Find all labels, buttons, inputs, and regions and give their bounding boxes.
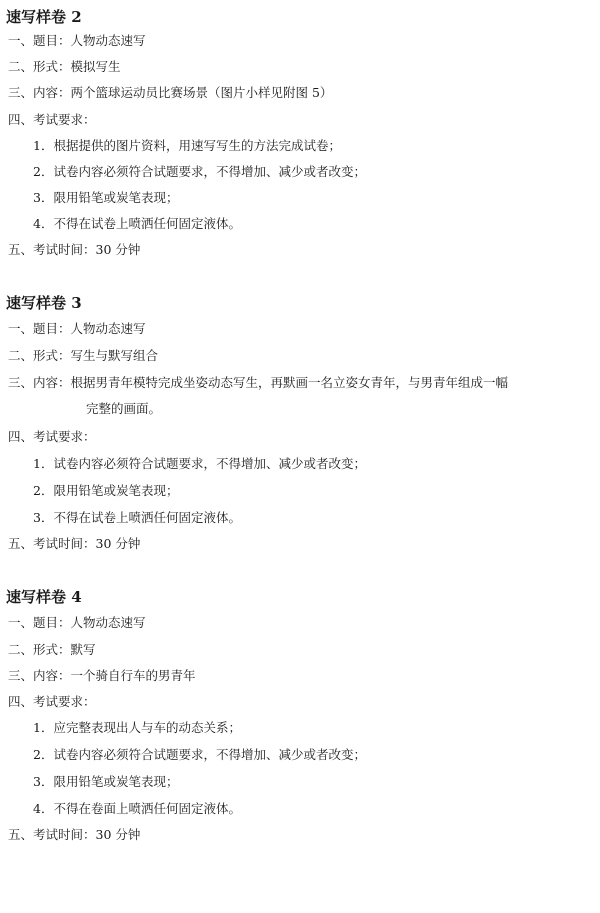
paper-4-requirement-4: 4．不得在卷面上喷洒任何固定液体。 [33,801,241,816]
paper-4-requirement-3: 3．限用铅笔或炭笔表现； [33,774,179,789]
paper-2-line-form: 二、形式：模拟写生 [8,59,121,74]
paper-2-requirement-3: 3．限用铅笔或炭笔表现； [33,190,179,205]
paper-2-line-time: 五、考试时间：30 分钟 [8,242,141,257]
paper-4-line-requirements: 四、考试要求： [8,694,96,709]
paper-4-line-form: 二、形式：默写 [8,642,96,657]
paper-2-requirement-2: 2．试卷内容必须符合试题要求，不得增加、减少或者改变； [33,164,366,179]
paper-4-line-content: 三、内容：一个骑自行车的男青年 [8,668,196,683]
paper-4-line-time: 五、考试时间：30 分钟 [8,827,141,842]
paper-3-line-content-cont: 完整的画面。 [86,401,162,416]
paper-4-line-topic: 一、题目：人物动态速写 [8,615,146,630]
paper-3-line-topic: 一、题目：人物动态速写 [8,321,146,336]
paper-2-title: 速写样卷 2 [6,8,82,26]
paper-3-title: 速写样卷 3 [6,294,82,312]
paper-2-line-requirements: 四、考试要求： [8,112,96,127]
paper-3-line-time: 五、考试时间：30 分钟 [8,536,141,551]
paper-2-requirement-1: 1．根据提供的图片资料，用速写写生的方法完成试卷； [33,138,341,153]
paper-2-requirement-4: 4．不得在试卷上喷洒任何固定液体。 [33,216,241,231]
paper-3-requirement-3: 3．不得在试卷上喷洒任何固定液体。 [33,510,241,525]
paper-3-requirement-2: 2．限用铅笔或炭笔表现； [33,483,179,498]
paper-2-line-content: 三、内容：两个篮球运动员比赛场景（图片小样见附图 5） [8,85,333,100]
paper-4-requirement-1: 1．应完整表现出人与车的动态关系； [33,720,241,735]
paper-2-line-topic: 一、题目：人物动态速写 [8,33,146,48]
paper-4-requirement-2: 2．试卷内容必须符合试题要求，不得增加、减少或者改变； [33,747,366,762]
paper-3-line-content: 三、内容：根据男青年模特完成坐姿动态写生，再默画一名立姿女青年，与男青年组成一幅 [8,375,509,390]
paper-3-line-form: 二、形式：写生与默写组合 [8,348,159,363]
paper-3-line-requirements: 四、考试要求： [8,429,96,444]
paper-4-title: 速写样卷 4 [6,588,82,606]
paper-3-requirement-1: 1．试卷内容必须符合试题要求，不得增加、减少或者改变； [33,456,366,471]
